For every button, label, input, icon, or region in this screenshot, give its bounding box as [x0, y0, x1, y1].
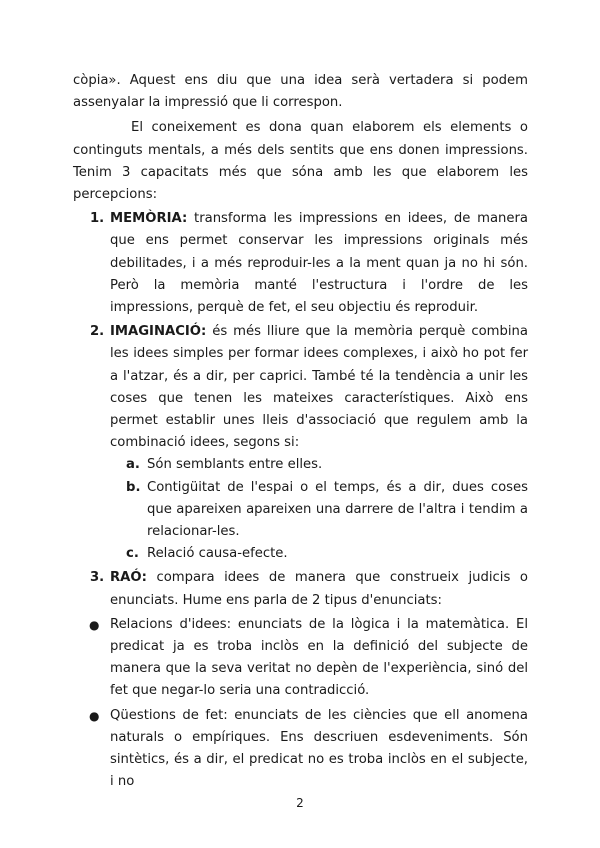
statement-questions-fet	[73, 705, 528, 794]
capacity-heading: MEMÒRIA:	[110, 211, 188, 227]
list-letter: c.	[126, 546, 139, 562]
statement-relacions-idees	[73, 614, 528, 703]
list-item-text: Qüestions de fet: enunciats de les ciències que ell anomena naturals o empíriques. Ens descriuen esdeveniments. Són sintètics, és a dir, el predicat no es troba inclòs en el subjecte, i no	[110, 707, 528, 790]
list-item-text: Relació causa-efecte.	[147, 546, 288, 562]
list-item	[110, 477, 528, 544]
list-letter: a.	[126, 457, 140, 473]
capacity-text: transforma les impressions en idees, de manera que ens permet conservar les impressions originals més debilitades, i a més reproduir-les a la ment quan ja no hi són. Però la memòria manté l'estructura i l'ordre de les impressions, perquè de fet, el seu objectiu és reproduir.	[110, 211, 528, 316]
capacity-text: és més lliure que la memòria perquè combina les idees simples per formar idees complexes, i això ho pot fer a l'atzar, és a dir, per caprici. També té la tendència a unir les coses que tenen les mateixes característiques. Això ens permet establir unes lleis d'associació que regulem amb la combinació idees, segons si:	[110, 324, 528, 451]
capacity-imaginacio	[73, 321, 528, 565]
bullet-icon: ●	[89, 617, 100, 632]
list-number: 1.	[90, 211, 105, 227]
list-letter: b.	[126, 479, 141, 495]
capacity-memoria	[73, 208, 528, 319]
capacity-heading: IMAGINACIÓ:	[110, 324, 207, 340]
page-number: 2	[296, 796, 304, 810]
list-number: 3.	[90, 570, 105, 586]
bullet-icon: ●	[89, 708, 100, 723]
association-laws-list	[110, 454, 528, 565]
list-item-text: Contigüitat de l'espai o el temps, és a dir, dues coses que apareixen apareixen una darrere de l'altra i tendim a relacionar-les.	[147, 479, 528, 540]
intro-paragraph: còpia». Aquest ens diu que una idea serà vertadera si podem assenyalar la impressió que li correspon.	[73, 73, 528, 111]
capacity-heading: RAÓ:	[110, 570, 147, 586]
list-item	[110, 454, 528, 476]
body-text	[73, 70, 528, 794]
list-item-text: Són semblants entre elles.	[147, 457, 323, 473]
capacity-rao	[73, 567, 528, 611]
knowledge-paragraph: El coneixement es dona quan elaborem els elements o continguts mentals, a més dels sentits que ens donen impressions. Tenim 3 capacitats més que sónа amb les que elaborem les percepcions:	[73, 120, 528, 203]
list-number: 2.	[90, 324, 105, 340]
capacity-text: compara idees de manera que construeix judicis o enunciats. Hume ens parla de 2 tipus d'enunciats:	[110, 570, 528, 608]
list-item	[110, 543, 528, 565]
list-item-text: Relacions d'idees: enunciats de la lògica i la matemàtica. El predicat ja es troba inclòs en la definició del subjecte de manera que la seva veritat no depèn de l'experiència, sinó del fet que negar-lo seria una contradicció.	[110, 616, 528, 699]
